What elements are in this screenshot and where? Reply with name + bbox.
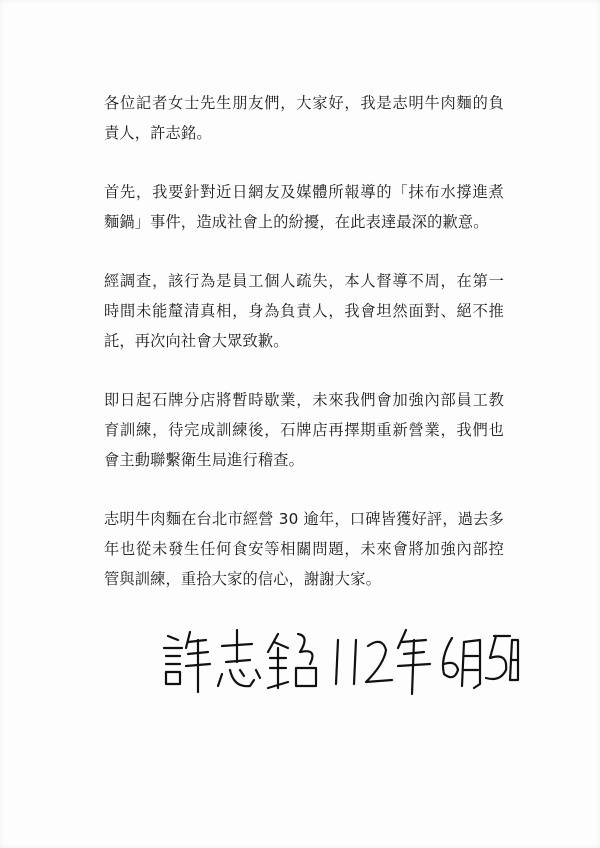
letter-body bbox=[104, 88, 504, 623]
paragraph-closing: 志明牛肉麵在台北市經營 30 逾年，口碑皆獲好評，過去多年也從未發生任何食安等相關問題，未來會將加強內部控管與訓練，重拾大家的信心，謝謝大家。 bbox=[104, 510, 504, 588]
paragraph-investigation: 經調查，該行為是員工個人疏失，本人督導不周，在第一時間未能釐清真相，身為負責人，我會坦然面對、絕不推託，再次向社會大眾致歉。 bbox=[104, 272, 504, 350]
handwritten-signature bbox=[160, 618, 520, 698]
paragraph-closure-notice: 即日起石牌分店將暫時歇業，未來我們會加強內部員工教育訓練，待完成訓練後，石牌店再擇期重新營業，我們也會主動聯繫衛生局進行稽查。 bbox=[104, 391, 504, 469]
paragraph-apology: 首先，我要針對近日網友及媒體所報導的「抹布水撐進煮麵鍋」事件，造成社會上的紛擾，在此表達最深的歉意。 bbox=[104, 183, 504, 231]
paragraph-greeting: 各位記者女士先生朋友們，大家好，我是志明牛肉麵的負責人，許志銘。 bbox=[104, 94, 504, 142]
signature-drawing bbox=[160, 618, 520, 698]
